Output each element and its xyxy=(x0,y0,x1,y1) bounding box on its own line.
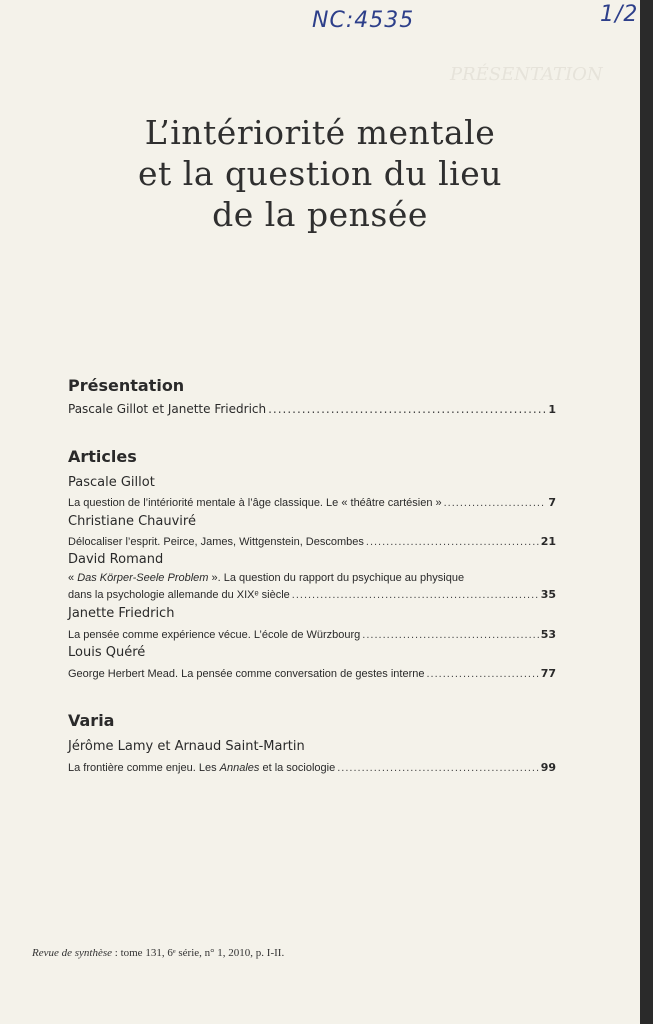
section-heading-articles: Articles xyxy=(68,447,137,466)
toc-page-number: 1 xyxy=(548,403,556,416)
toc-entry-article-1[interactable] xyxy=(68,496,556,509)
toc-entry-text: La pensée comme expérience vécue. L’école de Würzbourg xyxy=(68,629,361,641)
toc-entry-text: Délocaliser l’esprit. Peirce, James, Wittgenstein, Descombes xyxy=(68,536,364,548)
leader-dots xyxy=(337,762,538,774)
handwritten-shelf-code: NC:4535 xyxy=(312,8,415,33)
toc-page-number: 7 xyxy=(548,496,556,509)
page-title xyxy=(0,112,640,235)
title-line-2: et la question du lieu xyxy=(137,154,503,193)
quote-open: « xyxy=(68,572,78,584)
toc-page-number: 21 xyxy=(540,535,556,548)
title-line-3: de la pensée xyxy=(212,195,428,234)
toc-entry-text-suffix: et la sociologie xyxy=(259,762,336,774)
toc-entry-article-5[interactable] xyxy=(68,667,556,680)
italic-title: Annales xyxy=(219,762,260,774)
leader-dots xyxy=(366,536,539,548)
toc-author: Pascale Gillot xyxy=(68,475,155,490)
toc-author: David Romand xyxy=(68,552,164,567)
toc-entry-text: Pascale Gillot et Janette Friedrich xyxy=(68,402,267,416)
toc-entry-article-2[interactable] xyxy=(68,535,556,548)
leader-dots xyxy=(426,668,538,680)
toc-page-number: 77 xyxy=(540,667,556,680)
toc-page-number: 53 xyxy=(540,628,556,641)
toc-entry-article-3-line-1[interactable] xyxy=(68,572,464,584)
toc-entry-presentation[interactable] xyxy=(68,402,556,416)
toc-author: Louis Quéré xyxy=(68,645,146,660)
title-line-1: L’intériorité mentale xyxy=(144,113,496,152)
toc-entry-article-4[interactable] xyxy=(68,628,556,641)
journal-name: Revue de synthèse xyxy=(32,947,113,959)
toc-entry-text-prefix: La frontière comme enjeu. Les xyxy=(68,762,220,774)
scan-edge xyxy=(640,0,653,1024)
toc-author: Christiane Chauviré xyxy=(68,514,196,529)
section-heading-varia: Varia xyxy=(68,711,115,730)
leader-dots xyxy=(444,497,547,509)
toc-entry-text: dans la psychologie allemande du XIXᵉ siècle xyxy=(68,589,290,601)
leader-dots xyxy=(362,629,538,641)
show-through-text: PRÉSENTATION xyxy=(450,64,603,85)
toc-entry-article-3[interactable] xyxy=(68,588,556,601)
footer-citation: : tome 131, 6ᵉ série, n° 1, 2010, p. I-II. xyxy=(112,947,285,959)
leader-dots xyxy=(292,589,539,601)
toc-entry-text: La question de l’intériorité mentale à l’âge classique. Le « théâtre cartésien » xyxy=(68,497,442,509)
toc-entry-varia[interactable] xyxy=(68,761,556,774)
section-heading-presentation: Présentation xyxy=(68,376,185,395)
toc-entry-text: George Herbert Mead. La pensée comme conversation de gestes interne xyxy=(68,668,425,680)
toc-author: Jérôme Lamy et Arnaud Saint-Martin xyxy=(68,739,305,754)
toc-author: Janette Friedrich xyxy=(68,606,175,621)
handwritten-fraction: 1/2 xyxy=(600,2,639,27)
toc-page-number: 35 xyxy=(540,588,556,601)
leader-dots xyxy=(268,402,546,416)
toc-entry-text xyxy=(68,762,335,774)
page-footer xyxy=(32,947,284,959)
italic-title: Das Körper-Seele Problem xyxy=(77,572,209,584)
toc-entry-text: ». La question du rapport du psychique au physique xyxy=(208,572,465,584)
toc-page-number: 99 xyxy=(540,761,556,774)
